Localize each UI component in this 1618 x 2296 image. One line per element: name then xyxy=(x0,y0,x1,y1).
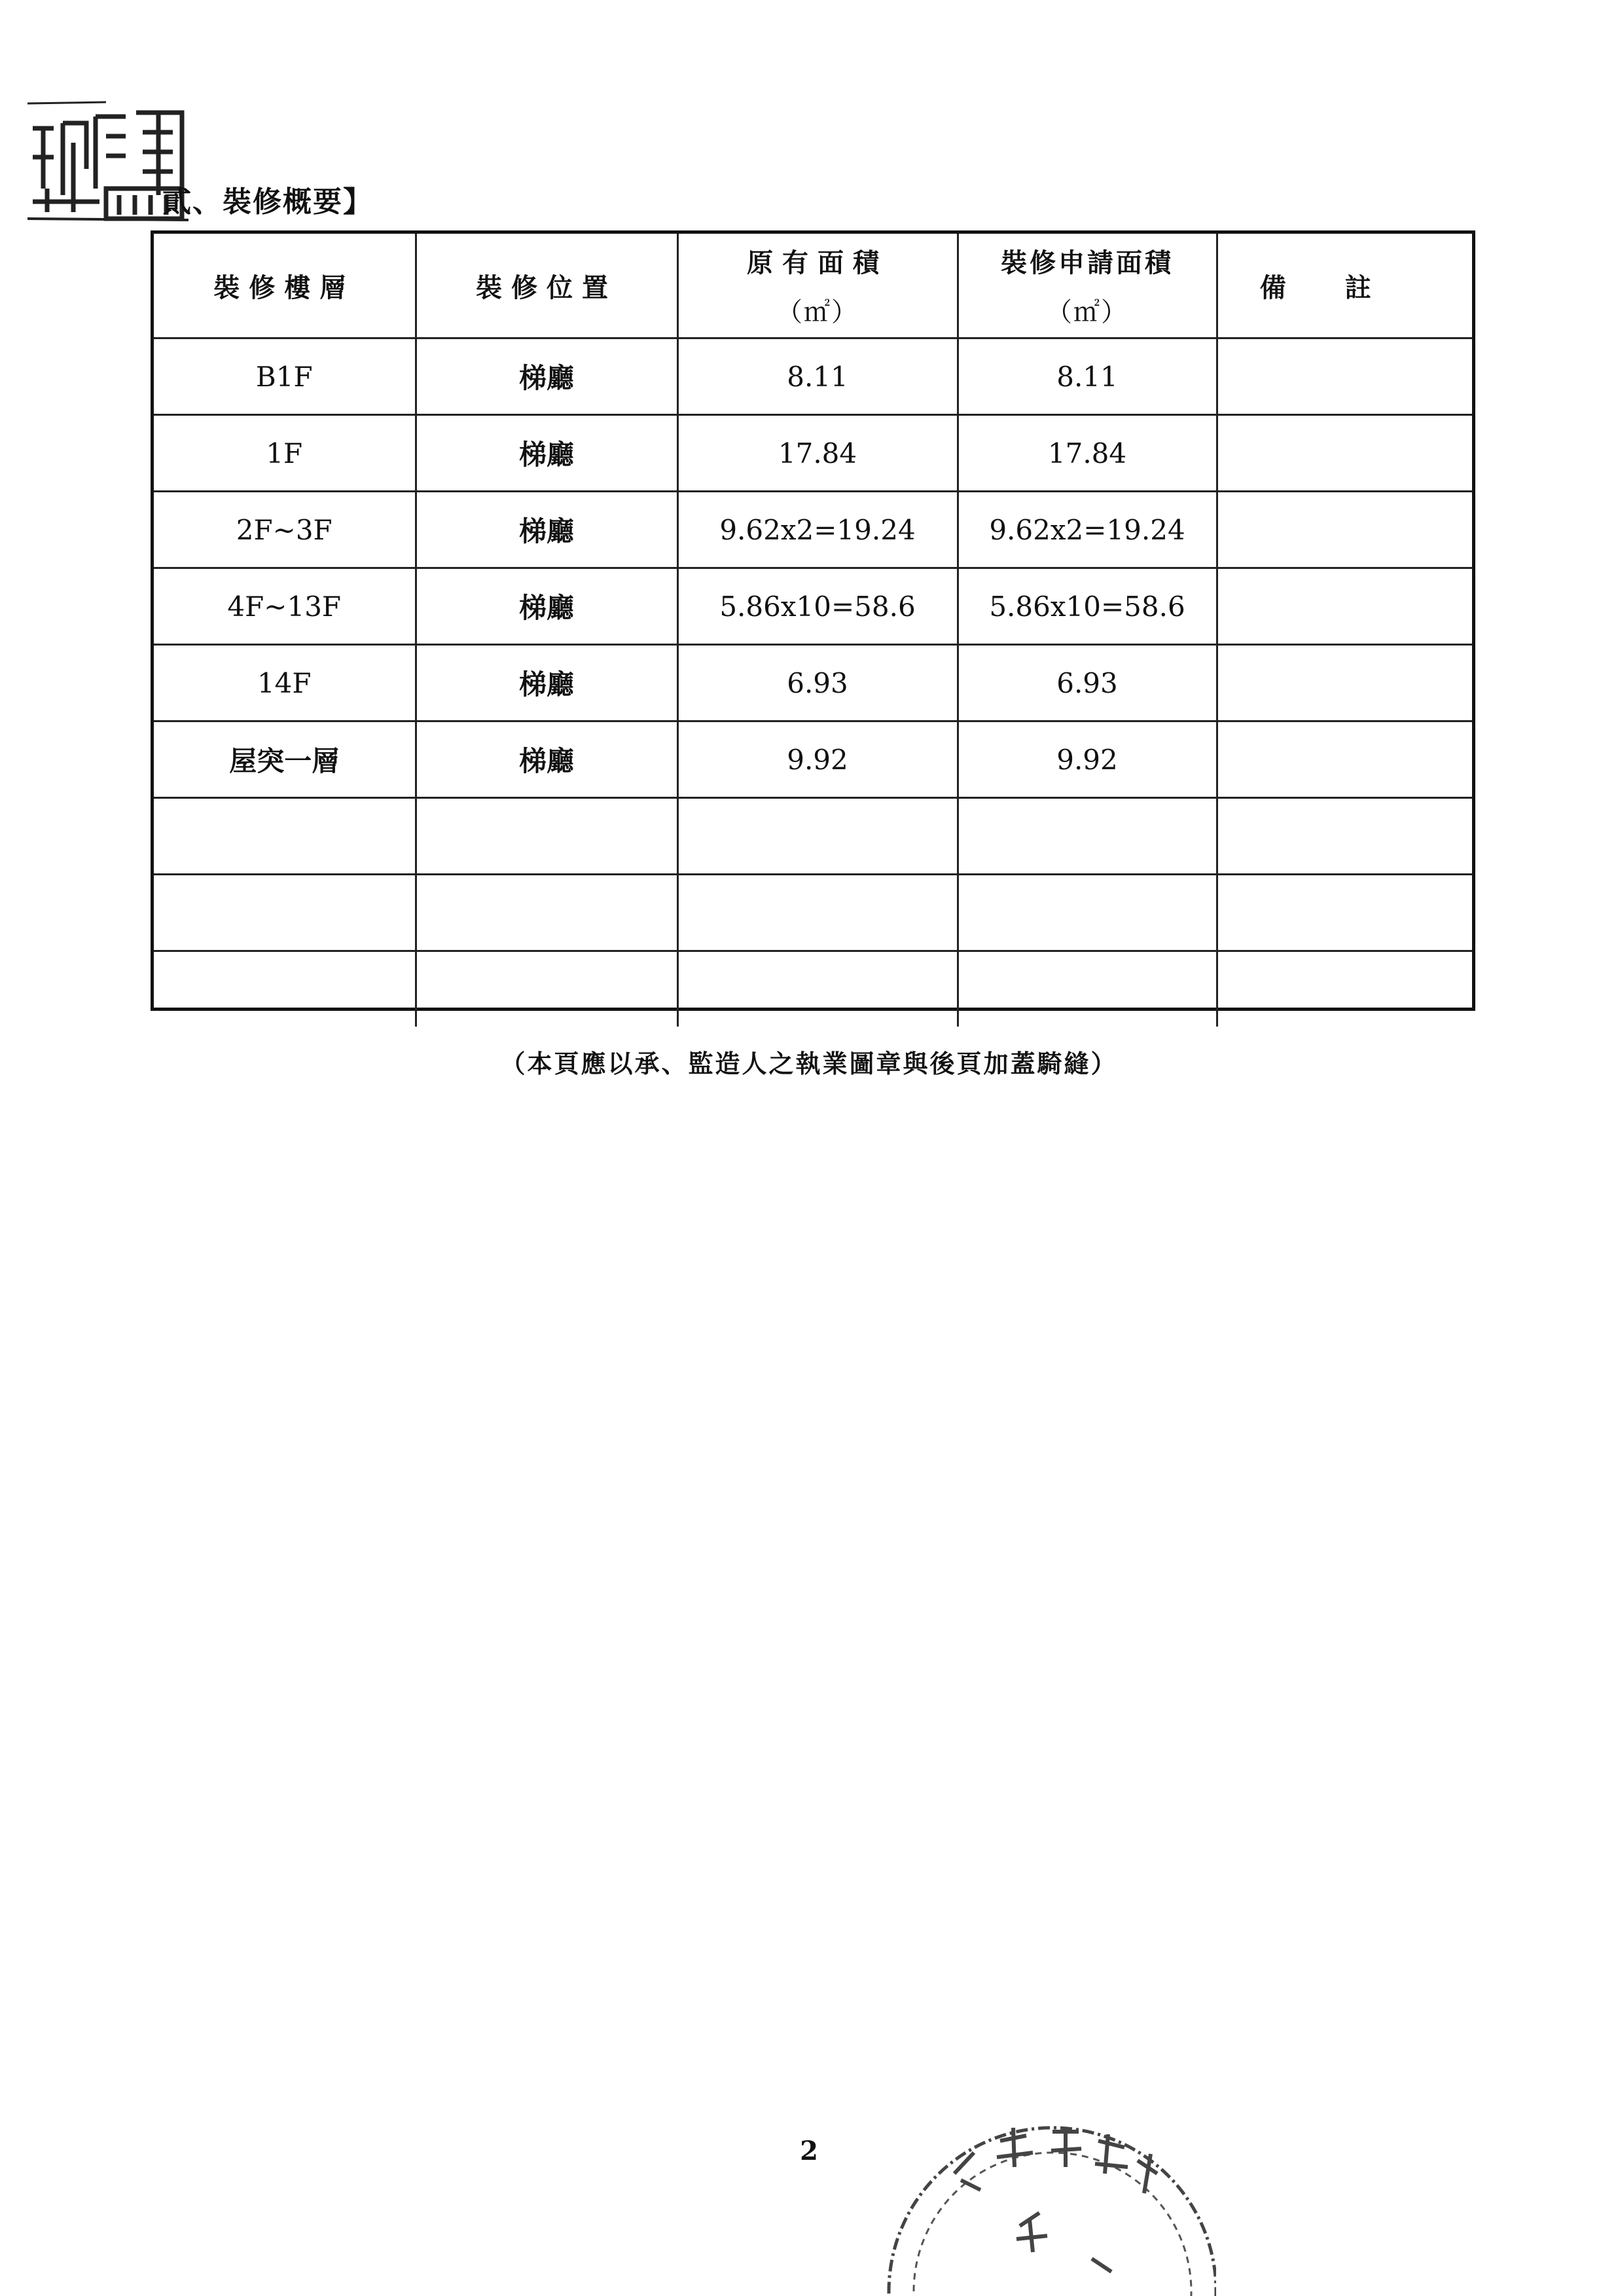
header-applied-area-label: 裝修申請面積 xyxy=(1001,247,1174,278)
header-applied-area xyxy=(958,234,1217,338)
cell-original-area: 6.93 xyxy=(677,645,958,721)
renovation-summary-table xyxy=(151,230,1475,1011)
table-row xyxy=(154,645,1472,721)
table-row xyxy=(154,875,1472,951)
cell-floor: B1F xyxy=(154,338,416,415)
table-header-row xyxy=(154,234,1472,338)
seal-stamp-bottom xyxy=(876,2075,1216,2296)
cell-floor: 14F xyxy=(154,645,416,721)
cell-original-area: 9.62x2=19.24 xyxy=(677,492,958,568)
cell-remarks xyxy=(1217,951,1472,1027)
table-row xyxy=(154,721,1472,798)
cell-remarks xyxy=(1217,798,1472,875)
cell-applied-area xyxy=(958,951,1217,1027)
header-original-area xyxy=(677,234,958,338)
header-location: 裝修位置 xyxy=(416,234,677,338)
cell-location xyxy=(416,951,677,1027)
cell-original-area: 8.11 xyxy=(677,338,958,415)
cell-remarks xyxy=(1217,721,1472,798)
cell-applied-area: 6.93 xyxy=(958,645,1217,721)
header-applied-area-unit: （㎡） xyxy=(1046,297,1128,327)
cell-floor: 4F~13F xyxy=(154,568,416,645)
cell-floor: 2F~3F xyxy=(154,492,416,568)
cell-location xyxy=(416,875,677,951)
table-row xyxy=(154,492,1472,568)
table-row xyxy=(154,568,1472,645)
cell-location: 梯廳 xyxy=(416,492,677,568)
cell-original-area xyxy=(677,798,958,875)
cell-floor xyxy=(154,875,416,951)
header-original-area-label: 原有面積 xyxy=(747,247,888,278)
cell-applied-area: 5.86x10=58.6 xyxy=(958,568,1217,645)
cell-floor xyxy=(154,798,416,875)
cell-remarks xyxy=(1217,492,1472,568)
header-remarks: 備註 xyxy=(1217,234,1472,338)
cell-original-area: 9.92 xyxy=(677,721,958,798)
cell-original-area xyxy=(677,951,958,1027)
cell-applied-area xyxy=(958,875,1217,951)
cell-applied-area: 8.11 xyxy=(958,338,1217,415)
cell-location: 梯廳 xyxy=(416,721,677,798)
footnote: （本頁應以承、監造人之執業圖章與後頁加蓋騎縫） xyxy=(500,1049,1118,1078)
table-row xyxy=(154,415,1472,492)
header-floor: 裝修樓層 xyxy=(154,234,416,338)
cell-location xyxy=(416,798,677,875)
cell-applied-area: 9.62x2=19.24 xyxy=(958,492,1217,568)
table-row xyxy=(154,338,1472,415)
cell-original-area: 5.86x10=58.6 xyxy=(677,568,958,645)
cell-remarks xyxy=(1217,645,1472,721)
cell-remarks xyxy=(1217,338,1472,415)
cell-location: 梯廳 xyxy=(416,338,677,415)
section-heading: 貳、裝修概要】 xyxy=(162,185,373,219)
cell-location: 梯廳 xyxy=(416,568,677,645)
cell-original-area: 17.84 xyxy=(677,415,958,492)
cell-location: 梯廳 xyxy=(416,645,677,721)
table-row xyxy=(154,798,1472,875)
table-row xyxy=(154,951,1472,1027)
cell-remarks xyxy=(1217,415,1472,492)
cell-location: 梯廳 xyxy=(416,415,677,492)
cell-floor: 1F xyxy=(154,415,416,492)
cell-applied-area xyxy=(958,798,1217,875)
cell-floor: 屋突一層 xyxy=(154,721,416,798)
header-original-area-unit: （㎡） xyxy=(776,297,859,327)
cell-floor xyxy=(154,951,416,1027)
cell-remarks xyxy=(1217,568,1472,645)
cell-original-area xyxy=(677,875,958,951)
page-number: 2 xyxy=(800,2136,818,2166)
cell-applied-area: 9.92 xyxy=(958,721,1217,798)
cell-applied-area: 17.84 xyxy=(958,415,1217,492)
cell-remarks xyxy=(1217,875,1472,951)
